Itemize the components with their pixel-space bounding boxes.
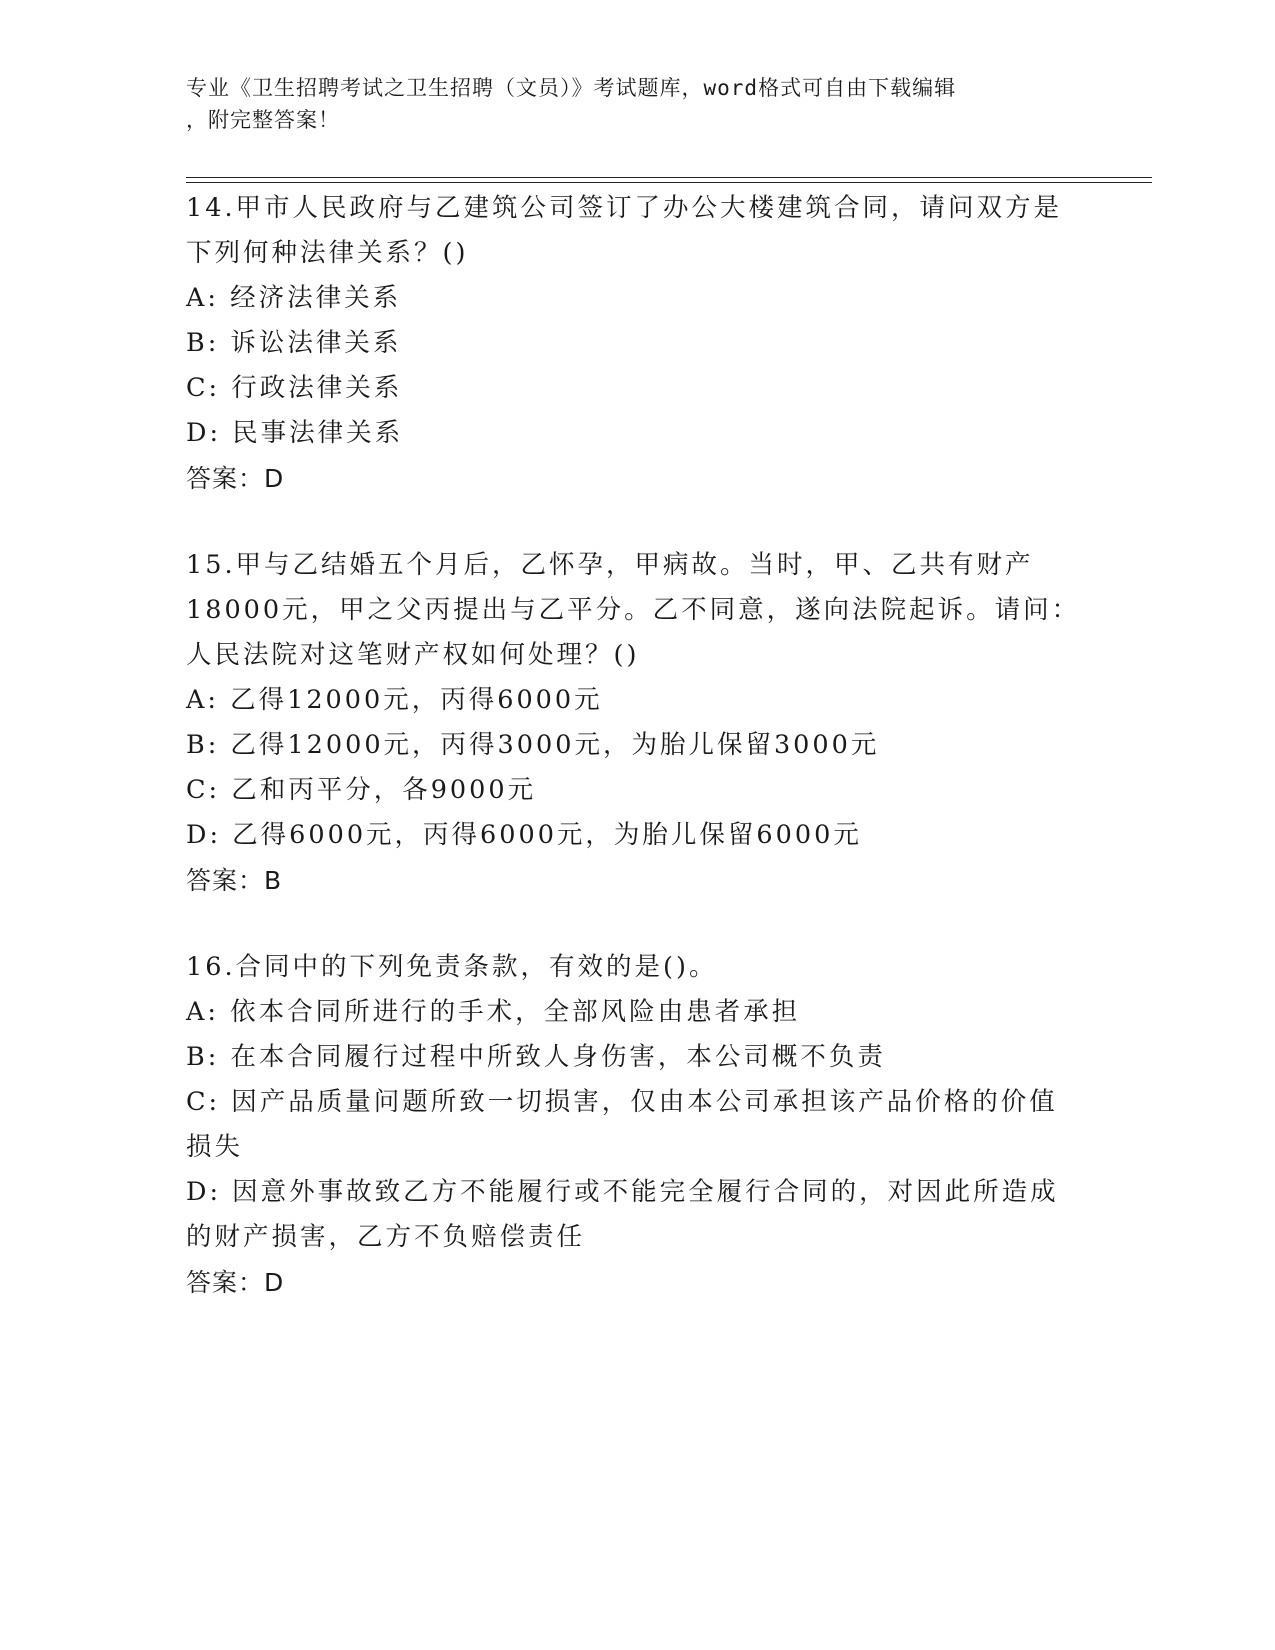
option-text: C: 乙和丙平分，各9000元	[186, 775, 537, 805]
question-stem	[186, 945, 1086, 990]
option-text: A: 依本合同所进行的手术，全部风险由患者承担	[186, 997, 801, 1027]
question-14	[186, 186, 1086, 501]
option-a	[186, 276, 1086, 321]
option-text: B: 乙得12000元，丙得3000元，为胎儿保留3000元	[186, 730, 880, 760]
header-line-2: ，附完整答案！	[186, 108, 340, 132]
option-text: B: 在本合同履行过程中所致人身伤害，本公司概不负责	[186, 1042, 886, 1072]
option-text: C: 行政法律关系	[186, 373, 403, 403]
option-text: D: 乙得6000元，丙得6000元，为胎儿保留6000元	[186, 820, 862, 850]
option-a	[186, 678, 1086, 723]
option-text: A: 乙得12000元，丙得6000元	[186, 685, 603, 715]
header-divider-bottom	[186, 182, 1152, 183]
option-text: D: 因意外事故致乙方不能履行或不能完全履行合同的，对因此所造成	[186, 1177, 1059, 1207]
question-16	[186, 945, 1086, 1305]
question-stem	[186, 186, 1086, 276]
answer-label: 答案：B	[186, 866, 283, 895]
stem-line: 下列何种法律关系？()	[186, 238, 469, 268]
option-d	[186, 813, 1086, 858]
stem-line: 15.甲与乙结婚五个月后，乙怀孕，甲病故。当时，甲、乙共有财产	[186, 550, 1034, 580]
answer-label: 答案：D	[186, 1268, 285, 1297]
stem-line: 人民法院对这笔财产权如何处理？()	[186, 640, 640, 670]
stem-line: 16.合同中的下列免责条款，有效的是()。	[186, 952, 718, 982]
option-text-continued: 的财产损害，乙方不负赔偿责任	[186, 1222, 586, 1252]
header-divider-top	[186, 177, 1152, 178]
header-line-1: 专业《卫生招聘考试之卫生招聘（文员）》考试题库，word格式可自由下载编辑	[186, 76, 957, 100]
option-b	[186, 321, 1086, 366]
question-15	[186, 543, 1086, 903]
option-b	[186, 723, 1086, 768]
option-text: B: 诉讼法律关系	[186, 328, 402, 358]
option-text: C: 因产品质量问题所致一切损害，仅由本公司承担该产品价格的价值	[186, 1087, 1058, 1117]
stem-line: 18000元，甲之父丙提出与乙平分。乙不同意，遂向法院起诉。请问：	[186, 595, 1081, 625]
stem-line: 14.甲市人民政府与乙建筑公司签订了办公大楼建筑合同，请问双方是	[186, 193, 1063, 223]
option-c	[186, 366, 1086, 411]
question-list	[186, 186, 1086, 1347]
question-stem	[186, 543, 1086, 678]
option-c	[186, 1080, 1086, 1170]
option-c	[186, 768, 1086, 813]
option-text: A: 经济法律关系	[186, 283, 402, 313]
document-header	[186, 72, 1066, 136]
option-a	[186, 990, 1086, 1035]
option-b	[186, 1035, 1086, 1080]
option-d	[186, 1170, 1086, 1260]
option-text-continued: 损失	[186, 1132, 244, 1162]
answer-label: 答案：D	[186, 464, 285, 493]
option-d	[186, 411, 1086, 456]
option-text: D: 民事法律关系	[186, 418, 404, 448]
